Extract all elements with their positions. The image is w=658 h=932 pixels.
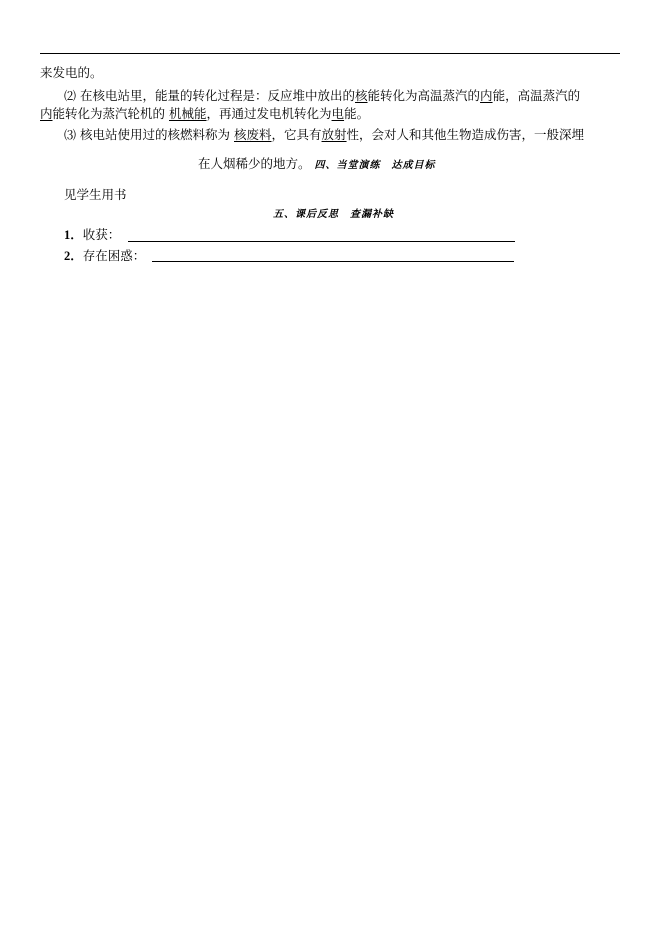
reflection-item-2: 2．存在困惑： [64,248,146,263]
blank-answer-3: 内 [40,106,53,121]
continuation-text: 来发电的。 [40,65,103,80]
section-4-heading: 四、当堂演练 达成目标 [314,160,436,171]
paragraph-3-number: ⑶ [64,128,77,142]
gains-answer-line[interactable] [128,241,515,242]
blank-answer-6: 核废料 [234,127,272,142]
paragraph-2-number: ⑵ [64,89,77,103]
paragraph-2-line-2: 内能转化为蒸汽轮机的 机械能，再通过发电机转化为电能。 [40,106,370,121]
paragraph-2-line-1: ⑵ 在核电站里，能量的转化过程是：反应堆中放出的核能转化为高温蒸汽的内能，高温蒸汽的 [64,88,581,103]
blank-answer-4: 机械能 [169,106,207,121]
reference-note: 见学生用书 [64,187,127,202]
blank-answer-5: 电 [331,106,345,121]
confusion-answer-line[interactable] [152,261,514,262]
paragraph-3-line-2: 在人烟稀少的地方。 四、当堂演练 达成目标 [198,156,436,171]
blank-answer-1: 核 [355,88,368,103]
section-5-heading: 五、课后反思 查漏补缺 [273,209,394,220]
paragraph-3-line-1: ⑶ 核电站使用过的核燃料称为 核废料，它具有放射性，会对人和其他生物造成伤害，一般深埋 [64,127,585,142]
header-rule [40,53,620,54]
section-5-heading-line [273,205,394,223]
reflection-item-1: 1．收获： [64,227,121,242]
blank-answer-2: 内 [480,88,493,103]
blank-answer-7: 放射 [321,127,347,142]
